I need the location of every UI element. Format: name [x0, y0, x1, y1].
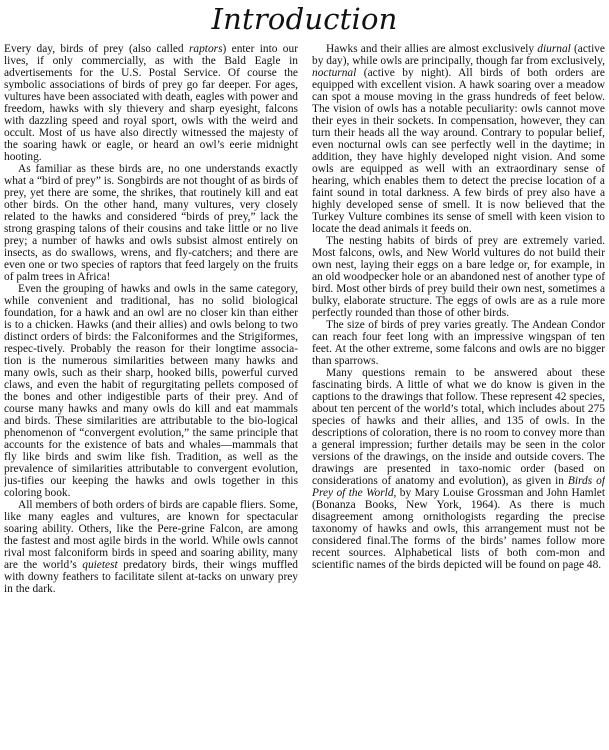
text-run: (active by day), while owls are principally, though far from exclusively, — [312, 43, 605, 67]
paragraph — [4, 43, 298, 163]
italic-text-run: Birds of Prey of the World — [312, 475, 605, 499]
left-column — [4, 43, 298, 747]
text-run: Many questions remain to be answered about these fascinating birds. A little of what we do know is given in the captions to the drawings that follow. These represent 42 species, about ten percent of the world’s total, which includes about 275 species of hawks and their allies, and 135 of owls. In the descriptions of coloration, there is no room to convey more than a general impression; further details may be seen in the color versions of the drawings, on the inside and outside covers. The drawings are presented in taxo-nomic order (based on considerations of anatomy and evolution), as given in — [312, 367, 605, 487]
text-run: Every day, birds of prey (also called — [4, 43, 189, 55]
text-run: The size of birds of prey varies greatly. The Andean Condor can reach four feet long with an impressive wingspan of ten feet. At the other extreme, some falcons and owls are no bigger than sparrows. — [312, 319, 605, 367]
text-run: predatory birds, their wings muffled with downy feathers to facilitate silent at-tacks on unwary prey in the dark. — [4, 559, 298, 595]
text-run: (active by night). All birds of both orders are equipped with excellent vision. A hawk soaring over a meadow can spot a mouse moving in the grass hundreds of feet below. The vision of owls has a notable peculiarity: owls cannot move their eyes in their sockets. In compensation, however, they can turn their heads all the way around. Contrary to popular belief, even nocturnal owls can see perfectly well in the daytime; in addition, they have highly developed night vision. And some owls are equipped as well with an extraordinary sense of hearing, which enables them to detect the precise location of a faint sound in total darkness. A few birds of prey also have a highly developed sense of smell. It is now believed that the Turkey Vulture combines its sense of smell with keen vision to locate the dead animals it feeds on. — [312, 67, 605, 235]
paragraph — [4, 283, 298, 499]
text-run: The nesting habits of birds of prey are extremely varied. Most falcons, owls, and New World vultures do not build their own nest, laying their eggs on a bare ledge or, for example, in an old woodpecker hole or an abandoned nest of another type of bird. Most other birds of prey build their own nest, sometimes a bulky, elaborate structure. The eggs of owls are as a rule more perfectly rounded than those of other birds. — [312, 235, 605, 319]
italic-text-run: raptors — [188, 43, 223, 55]
text-run: Even the grouping of hawks and owls in the same category, while convenient and traditional, has no solid biological foundation, for a hawk and an owl are no closer kin than either is to a chicken. Hawks (and their allies) and owls belong to two distinct orders of birds: the Falconiformes and the Strigiformes, respec-tively. Probably the reason for their longtime associa-tion is the numerous similarities between many hawks and many owls, such as their sharp, hooked bills, powerful curved claws, and even the habit of regurgitating pellets composed of the bones and other indigestible parts of their prey. And of course many hawks and many owls do kill and eat mammals and birds. These similarities are attributable to the bio-logical phenomenon of “convergent evolution,” the same principle that accounts for the existence of bats and whales—mammals that fly like birds and swim like fish. Tradition, as well as the prevalence of similarities attributable to convergent evolution, jus-tifies our keeping the hawks and owls together in this coloring book. — [4, 283, 298, 499]
page-title: Introduction — [211, 2, 398, 36]
right-column — [312, 43, 605, 747]
text-run: Hawks and their allies are almost exclusively — [326, 43, 538, 55]
italic-text-run: quietest — [82, 559, 118, 571]
paragraph — [312, 235, 605, 319]
paragraph — [312, 43, 605, 235]
italic-text-run: diurnal — [537, 43, 571, 55]
paragraph — [4, 163, 298, 283]
paragraph — [4, 499, 298, 595]
text-run: All members of both orders of birds are capable fliers. Some, like many eagles and vultures, are known for spectacular soaring ability. Others, like the Pere-grine Falcon, are among the fastest and most agile birds in the world. While owls cannot rival most falconiform birds in speed and soaring ability, many are the world’s — [4, 499, 298, 571]
text-run: As familiar as these birds are, no one understands exactly what a “bird of prey” is. Songbirds are not thought of as birds of prey, yet there are some, the shrikes, that routinely kill and eat other birds. On the other hand, many vultures, very closely related to the hawks and considered “birds of prey,” lack the strong grasping talons of their cousins and take little or no live prey; a number of hawks and owls subsist almost entirely on insects, as do swallows, wrens, and fly-catchers; and there are even one or two species of raptors that feed largely on the fruits of palm trees in Africa! — [4, 163, 298, 283]
text-run: ) enter into our lives, if only commercially, as with the Bald Eagle in advertisements for the U.S. Postal Service. Of course the symbolic associations of birds of prey go far deeper. For ages, vultures have been associated with death, eagles with power and freedom, hawks with sly thievery and sharp eyesight, falcons with dazzling speed and royal sport, owls with the weird and occult. Most of us have also directly witnessed the majesty of the soaring hawk or eagle, or heard an owl’s eerie midnight hooting. — [4, 43, 298, 163]
italic-text-run: nocturnal — [312, 67, 357, 79]
paragraph — [312, 319, 605, 367]
paragraph — [312, 367, 605, 571]
text-run: , by Mary Louise Grossman and John Hamlet (Bonanza Books, New York, 1964). As there is much disagreement among ornithologists regarding the precise taxonomy of hawks and owls, this arrangement must not be considered final.The forms of the birds’ names follow more recent sources. Alphabetical lists of both com-mon and scientific names of the birds depicted will be found on page 48. — [312, 487, 605, 571]
